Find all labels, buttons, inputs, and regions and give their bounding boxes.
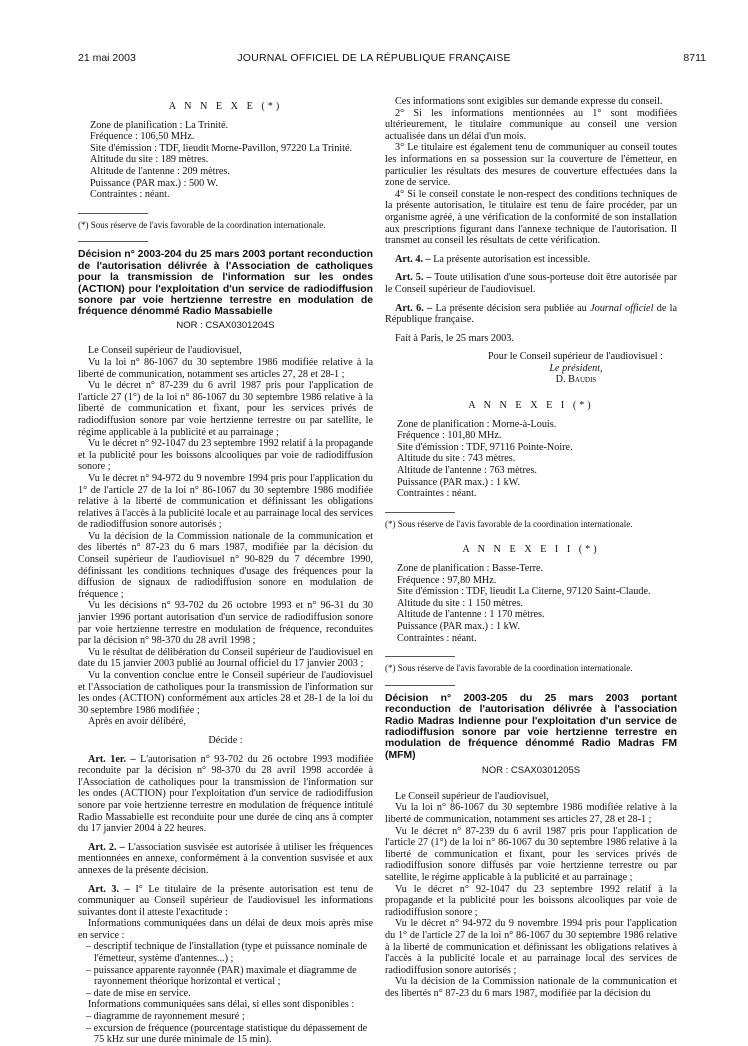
annexe-line: Fréquence : 101,80 MHz. [397,430,502,442]
paragraph: 2° Si les informations mentionnées au 1° sont modifiées ultérieurement, le titulaire communique au conseil une version actualisée dans un délai d'un mois. [385,107,677,142]
decide-heading: Décide : [208,734,243,746]
article-6 [385,303,677,326]
annexe-line: Altitude du site : 189 mètres. [90,154,209,166]
annexe-ii-block [385,563,677,644]
divider [78,213,148,214]
article-text: Toute utilisation d'une sous-porteuse doit être autorisée par le Conseil supérieur de l'audiovisuel. [385,272,677,295]
paragraph: Vu le décret n° 94-972 du 9 novembre 1994 pris pour l'application du 1° de l'article 27 de la loi n° 86-1067 du 30 septembre 1986 relative à la liberté de communication et définissant les obligations relatives à l'accès à la publicité locale et au parrainage local des services de radiodiffusion sonore autorisés ; [385,918,677,976]
annexe-i-title: A N N E X E I (*) [468,400,594,412]
annexe-line: Altitude du site : 743 mètres. [397,453,516,465]
annexe-line: Zone de planification : La Trinité. [90,119,229,131]
article-text: La présente autorisation est incessible. [433,253,591,265]
paragraph: Vu le résultat de délibération du Conseil supérieur de l'audiovisuel en date du 15 janvier 2003 publié au Journal officiel du 17 janvier 2003 ; [78,646,373,670]
article-label: Art. 2. – [88,841,125,853]
paragraph: Vu le décret n° 92-1047 du 23 septembre 1992 relatif à la propagande et la publicité pour les boissons alcooliques par voie de radiodiffusion sonore ; [78,438,373,473]
article-5 [385,272,677,295]
article-label: Art. 1er. – [88,753,136,765]
paragraph: Vu la loi n° 86-1067 du 30 septembre 1986 modifiée relative à la liberté de communication, notamment ses articles 27, 28 et 28-1 ; [78,356,373,380]
annexe-line: Contraintes : néant. [90,189,170,201]
paragraph: Vu la loi n° 86-1067 du 30 septembre 1986 modifiée relative à la liberté de communication, notamment ses articles 27, 28 et 28-1 ; [385,802,677,825]
divider [78,241,148,242]
article-label: Art. 5. – [395,272,432,284]
article-text: L'association susvisée est autorisée à utiliser les fréquences mentionnées en annexe, conformément à la convention susvisée et aux annexes de la présente décision. [78,841,373,876]
header-page-number: 8711 [683,52,706,64]
paragraph: Vu la convention conclue entre le Conseil supérieur de l'audiovisuel et l'Association de catholiques pour la transmission de l'information sur les ondes (ACTION) conformément aux articles 28 et 28-1 de la loi du 30 septembre 1986 modifiée ; [78,670,373,716]
divider [385,685,455,686]
paragraph: Vu la décision de la Commission nationale de la communication et des libertés n° 87-23 du 6 mars 1987, modifiée par la décision du Conseil supérieur de l'audiovisuel n° 90-829 du 7 décembre 1990, définissant les conditions techniques d'usage des fréquences pour la diffusion de signaux de radiodiffusion sonore en modulation de fréquence ; [78,530,373,600]
header-date: 21 mai 2003 [78,52,136,64]
paragraph: Vu le décret n° 87-239 du 6 avril 1987 pris pour l'application de l'article 27 (1°) de la loi n° 86-1067 du 30 septembre 1986 relative à la liberté de communication et fixant, pour les services privés de radiodiffusion sonore par voie hertzienne terrestre ou par satellite, le régime applicable à la publicité et au parrainage ; [78,380,373,438]
annexe-title: A N N E X E (*) [168,101,283,112]
paragraph: Le Conseil supérieur de l'audiovisuel, [395,790,549,802]
paragraph: Vu les décisions n° 93-702 du 26 octobre 1993 et n° 96-31 du 30 janvier 1996 portant autorisation d'un service de radiodiffusion sonore par voie hertzienne terrestre en modulation de fréquence, reconduites par la décision n° 98-370 du 28 avril 1998 ; [78,600,373,647]
decision-title: Décision n° 2003-205 du 25 mars 2003 portant reconduction de l'autorisation délivrée à l'association Radio Madras Indienne pour l'exploitation d'un service de radiodiffusion sonore par voie hertzienne terrestre en modulation de fréquence dénommé Radio Madras FM (MFM) [385,692,677,761]
annexe-i-block [385,419,677,500]
paragraph: Informations communiquées sans délai, si elles sont disponibles : [88,999,355,1011]
signature-line: Pour le Conseil supérieur de l'audiovisuel : [488,351,663,363]
decision-title: Décision n° 2003-204 du 25 mars 2003 portant reconduction de l'autorisation délivrée à l'Association de catholiques pour la transmission de l'information sur les ondes (ACTION) pour l'exploitation d'un service de radiodiffusion sonore par voie hertzienne terrestre en modulation de fréquence dénommé Radio Massabielle [78,249,373,318]
footnote: (*) Sous réserve de l'avis favorable de la coordination internationale. [385,663,633,674]
article-4 [385,254,677,266]
annexe-line: Puissance (PAR max.) : 1 kW. [397,476,520,488]
annexe-line: Zone de planification : Morne-à-Louis. [397,418,557,430]
paragraph: Vu la décision de la Commission nationale de la communication et des libertés n° 87-23 du 6 mars 1987, modifiée par la décision du [385,976,677,999]
annexe-ii-title: A N N E X E I I (*) [462,544,600,556]
annexe-line: Contraintes : néant. [397,488,477,500]
annexe-line: Site d'émission : TDF, lieudit La Citerne, 97120 Saint-Claude. [397,586,651,598]
article-label: Art. 4. – [395,253,431,265]
article-text: I° Le titulaire de la présente autorisation est tenu de communiquer au Conseil supérieur de l'audiovisuel les informations suivantes dont il atteste l'exactitude : [78,883,373,918]
date-place: Fait à Paris, le 25 mars 2003. [395,332,514,344]
annexe-line: Zone de planification : Basse-Terre. [397,563,544,574]
left-column [78,96,373,1046]
paragraph: Ces informations sont exigibles sur demande expresse du conseil. [395,96,663,107]
paragraph: Le Conseil supérieur de l'audiovisuel, [88,345,242,357]
footnote: (*) Sous réserve de l'avis favorable de la coordination internationale. [385,518,633,529]
paragraph: Vu le décret n° 94-972 du 9 novembre 1994 pris pour l'application du 1° de l'article 27 de la loi n° 86-1067 du 30 septembre 1986 modifiée relative à la liberté de communication et définissant les obligations relatives à l'accès à la publicité locale et au parrainage local des services de radiodiffusion sonore autorisés ; [78,472,373,531]
annexe-line: Altitude du site : 1 150 mètres. [397,597,523,609]
list-item: – descriptif technique de l'installation (type et puissance nominale de l'émetteur, système d'antennes...) ; [86,941,368,965]
annexe-line: Site d'émission : TDF, 97116 Pointe-Noire. [397,441,573,453]
article-label: Art. 3. – [88,883,130,895]
annexe-line: Fréquence : 97,80 MHz. [397,574,497,586]
paragraph: Vu le décret n° 92-1047 du 23 septembre 1992 relatif à la propagande et la publicité pour les boissons alcooliques par voie de radiodiffusion sonore ; [385,883,677,918]
right-column [385,96,677,999]
article-label: Art. 6. – [395,302,433,314]
article-3 [78,884,373,919]
paragraph: 4° Si le conseil constate le non-respect des conditions techniques de la présente autorisation, le titulaire est tenu de faire procéder, par un organisme agréé, à une vérification de la conformité de son installation aux prescriptions figurant dans l'annexe technique de l'autorisation. Il transmet au conseil les résultats de cette vérification. [385,188,677,247]
annexe-line: Fréquence : 106,50 MHz. [90,131,195,143]
nor-reference: NOR : CSAX0301205S [481,765,581,777]
annexe-line: Altitude de l'antenne : 1 170 mètres. [397,609,545,621]
nor-reference: NOR : CSAX0301204S [176,319,275,331]
article-text: de la République française. [385,302,678,326]
annexe-line: Altitude de l'antenne : 763 mètres. [397,465,537,477]
signature-name: D. Baudis [555,374,597,386]
signature-title: Le président, [549,362,603,374]
footnote: (*) Sous réserve de l'avis favorable de la coordination internationale. [78,219,326,230]
paragraph: Vu le décret n° 87-239 du 6 avril 1987 pris pour l'application de l'article 27 (1°) de la loi n° 86-1067 du 30 septembre 1986 relative à la liberté de communication et fixant, pour les services privés de radiodiffusion sonore diffusés par voie hertzienne terrestre ou par satellite, le régime applicable à la publicité et au parrainage ; [385,825,677,883]
list-item: – diagramme de rayonnement mesuré ; [86,1011,245,1023]
article-2 [78,842,373,877]
annexe-line: Puissance (PAR max.) : 500 W. [90,177,218,189]
header-title: JOURNAL OFFICIEL DE LA RÉPUBLIQUE FRANÇAISE [237,52,511,64]
list-item: – date de mise en service. [86,987,191,999]
article-1 [78,754,373,835]
paragraph: 3° Le titulaire est également tenu de communiquer au conseil toutes les informations en sa possession sur la couverture de l'émetteur, en particulier les résultats des mesures de couverture effectuées dans la zone de service. [385,142,677,189]
divider [385,656,455,657]
article-text: La présente décision sera publiée au [435,302,591,314]
list-item: – puissance apparente rayonnée (PAR) maximale et diagramme de rayonnement théorique horizontal et vertical ; [86,964,357,988]
paragraph: Après en avoir délibéré, [88,716,186,728]
page-header [0,52,748,68]
annexe-line: Contraintes : néant. [397,632,477,644]
list-item: – excursion de fréquence (pourcentage statistique du dépassement de 75 kHz sur une durée minimale de 15 min). [86,1022,368,1046]
annexe-line: Site d'émission : TDF, lieudit Morne-Pavillon, 97220 La Trinité. [90,142,353,154]
annexe-line: Puissance (PAR max.) : 1 kW. [397,620,520,632]
annexe-line: Altitude de l'antenne : 209 mètres. [90,165,230,177]
article-text: L'autorisation n° 93-702 du 26 octobre 1993 modifiée reconduite par la décision n° 98-370 du 28 avril 1998 accordée à l'Association de catholiques pour la transmission de l'information sur les ondes (ACTION) pour l'exploitation d'un service de radiodiffusion sonore par voie hertzienne terrestre en modulation de fréquence intitulé Radio Massabielle est reconduite pour une durée de cinq ans à compter du 17 janvier 2004 à 22 heures. [78,753,373,835]
divider [385,512,455,513]
annexe-block [78,120,373,201]
article-text-italic: Journal officiel [590,302,654,314]
paragraph: Informations communiquées dans un délai de deux mois après mise en service : [78,918,373,941]
